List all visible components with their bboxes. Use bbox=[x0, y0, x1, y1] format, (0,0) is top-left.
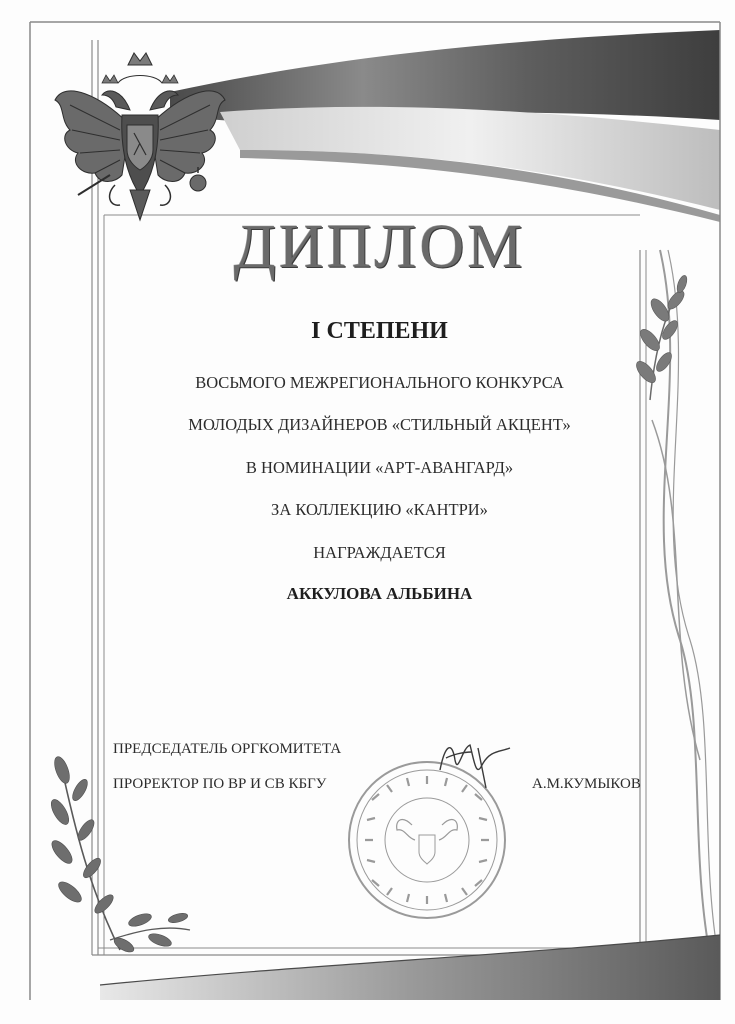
body-line-contest: ВОСЬМОГО МЕЖРЕГИОНАЛЬНОГО КОНКУРСА bbox=[195, 373, 564, 392]
awardee-name: АККУЛОВА АЛЬБИНА bbox=[286, 584, 473, 603]
coat-of-arms-emblem bbox=[55, 53, 225, 220]
top-ribbon bbox=[170, 30, 720, 222]
diploma-title: ДИПЛОМ bbox=[233, 213, 526, 281]
body-line-nomination: В НОМИНАЦИИ «АРТ-АВАНГАРД» bbox=[245, 458, 514, 477]
body-line-contest-name: МОЛОДЫХ ДИЗАЙНЕРОВ «СТИЛЬНЫЙ АКЦЕНТ» bbox=[188, 415, 571, 434]
signer-position-line1: ПРЕДСЕДАТЕЛЬ ОРГКОМИТЕТА bbox=[113, 741, 342, 757]
signer-name: А.М.КУМЫКОВ bbox=[532, 776, 641, 792]
body-line-collection: ЗА КОЛЛЕКЦИЮ «КАНТРИ» bbox=[271, 500, 488, 519]
round-seal-stamp bbox=[349, 762, 505, 918]
signer-position-line2: ПРОРЕКТОР ПО ВР И СВ КБГУ bbox=[113, 776, 327, 792]
body-line-awarded: НАГРАЖДАЕТСЯ bbox=[313, 543, 446, 562]
bottom-ribbon bbox=[100, 935, 720, 1000]
diploma-degree: I СТЕПЕНИ bbox=[311, 318, 448, 344]
